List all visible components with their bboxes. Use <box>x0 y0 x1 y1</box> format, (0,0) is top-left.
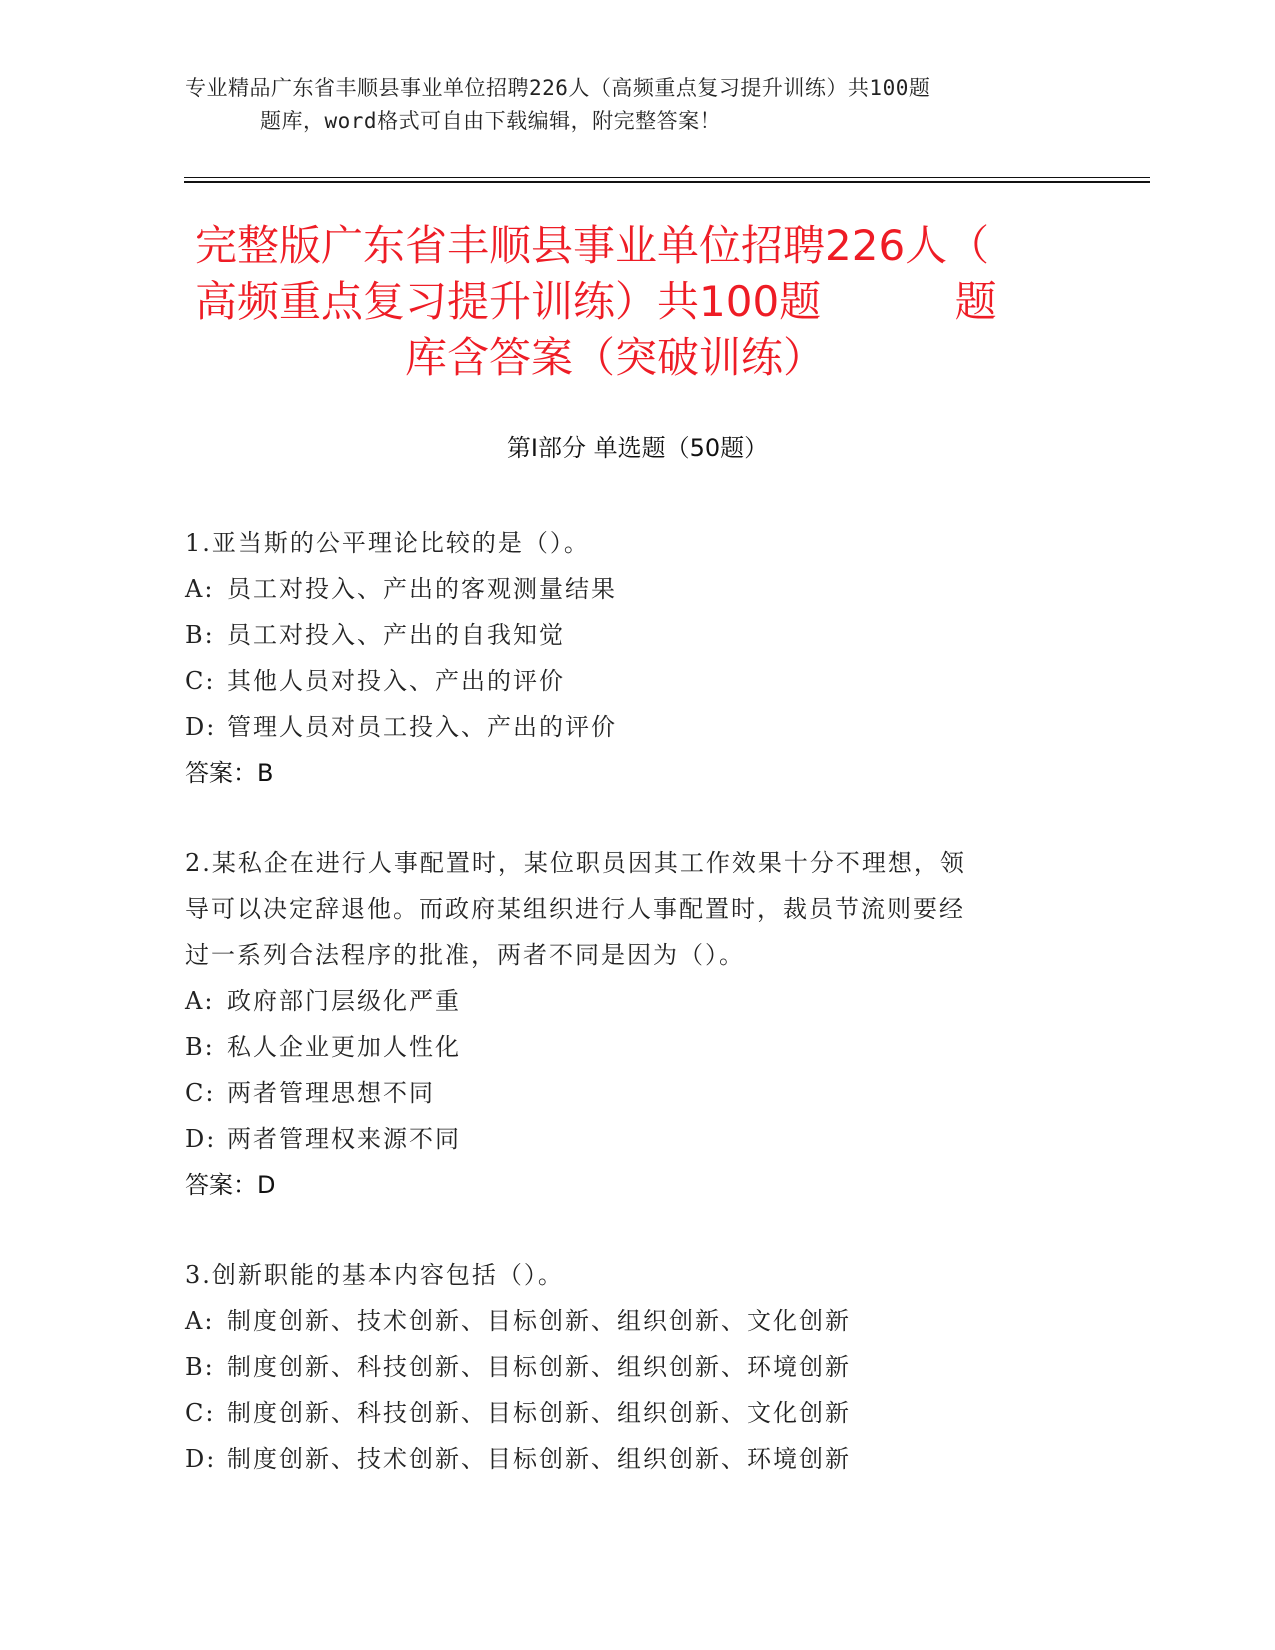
question-stem: 导可以决定辞退他。而政府某组织进行人事配置时，裁员节流则要经 <box>185 895 965 923</box>
option-text: 员工对投入、产出的自我知觉 <box>227 621 565 649</box>
option-a <box>185 566 1065 612</box>
question-list <box>185 520 1065 1526</box>
option-letter: A: <box>185 575 215 603</box>
option-letter: D: <box>185 1125 217 1153</box>
header-note-line: 专业精品广东省丰顺县事业单位招聘226人（高频重点复习提升训练）共100题 <box>185 76 931 100</box>
header-note <box>185 72 1065 138</box>
option-text: 制度创新、技术创新、目标创新、组织创新、文化创新 <box>227 1307 851 1335</box>
header-divider-thin <box>184 177 1150 178</box>
option-text: 政府部门层级化严重 <box>227 987 461 1015</box>
option-text: 私人企业更加人性化 <box>227 1033 461 1061</box>
question-item <box>185 1252 1065 1482</box>
option-a <box>185 1298 1065 1344</box>
option-letter: B: <box>185 1353 215 1381</box>
question-stem: 1.亚当斯的公平理论比较的是（）。 <box>185 529 590 557</box>
option-b <box>185 1024 1065 1070</box>
option-letter: B: <box>185 1033 215 1061</box>
option-text: 两者管理思想不同 <box>227 1079 435 1107</box>
answer-text: 答案：B <box>185 759 274 787</box>
option-text: 制度创新、科技创新、目标创新、组织创新、文化创新 <box>227 1399 851 1427</box>
question-stem: 过一系列合法程序的批准，两者不同是因为（）。 <box>185 941 745 969</box>
option-text: 管理人员对员工投入、产出的评价 <box>227 713 617 741</box>
option-letter: C: <box>185 667 216 695</box>
option-c <box>185 1390 1065 1436</box>
question-item <box>185 520 1065 796</box>
option-letter: D: <box>185 713 217 741</box>
title-line: 库含答案（突破训练） <box>405 333 826 382</box>
question-stem: 3.创新职能的基本内容包括（）。 <box>185 1261 564 1289</box>
option-text: 两者管理权来源不同 <box>227 1125 461 1153</box>
option-text: 其他人员对投入、产出的评价 <box>227 667 565 695</box>
option-c <box>185 1070 1065 1116</box>
question-item <box>185 840 1065 1208</box>
option-letter: C: <box>185 1399 216 1427</box>
option-d <box>185 704 1065 750</box>
option-letter: D: <box>185 1445 217 1473</box>
document-title <box>195 218 1075 386</box>
question-stem: 2.某私企在进行人事配置时，某位职员因其工作效果十分不理想，领 <box>185 849 966 877</box>
option-letter: C: <box>185 1079 216 1107</box>
option-d <box>185 1436 1065 1482</box>
option-b <box>185 612 1065 658</box>
header-divider-thick <box>184 181 1150 183</box>
option-d <box>185 1116 1065 1162</box>
title-line: 完整版广东省丰顺县事业单位招聘226人（ <box>195 221 990 270</box>
title-line: 高频重点复习提升训练）共100题 题 <box>195 277 997 326</box>
option-c <box>185 658 1065 704</box>
option-text: 制度创新、技术创新、目标创新、组织创新、环境创新 <box>227 1445 851 1473</box>
option-text: 制度创新、科技创新、目标创新、组织创新、环境创新 <box>227 1353 851 1381</box>
answer-text: 答案：D <box>185 1171 276 1199</box>
option-text: 员工对投入、产出的客观测量结果 <box>227 575 617 603</box>
option-letter: A: <box>185 1307 215 1335</box>
section-title: 第Ⅰ部分 单选题（50题） <box>506 434 769 462</box>
option-a <box>185 978 1065 1024</box>
option-b <box>185 1344 1065 1390</box>
option-letter: A: <box>185 987 215 1015</box>
header-note-line: 题库，word格式可自由下载编辑，附完整答案！ <box>260 109 722 133</box>
option-letter: B: <box>185 621 215 649</box>
